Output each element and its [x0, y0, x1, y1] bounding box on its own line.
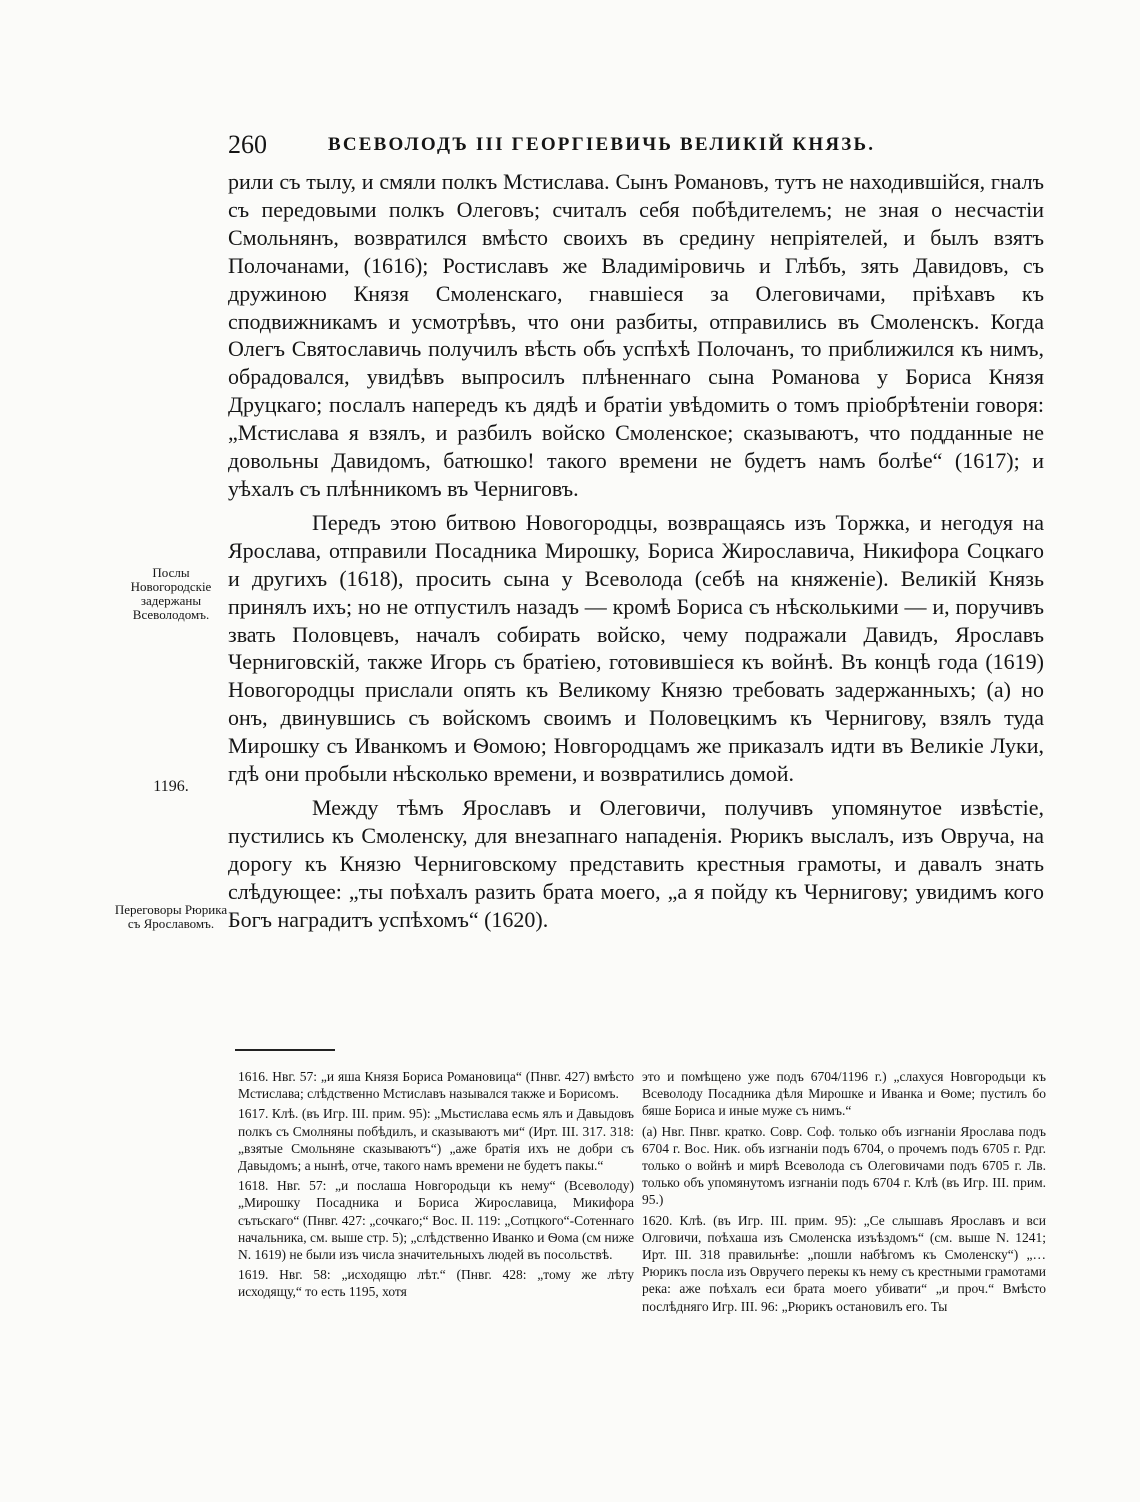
paragraph-2: Передъ этою битвою Новогородцы, возвращаясь изъ Торжка, и негодуя на Ярослава, отправили Посадника Мирошку, Бориса Жирославича, Никифора Соцкаго и другихъ (1618), просить сына у Всеволода (себѣ на княженіе). Великій Князь принялъ ихъ; но не отпустилъ назадъ — кромѣ Бориса съ нѣсколькими — и, поручивъ звать Половцевъ, началъ собирать войско, чему подражали Давидъ, Ярославъ Черниговскій, также Игорь съ братіею, готовившіеся къ войнѣ. Въ концѣ года (1619) Новогородцы прислали опять къ Великому Князю требовать задержанныхъ; (а) но онъ, двинувшись съ войскомъ своимъ и Половецкимъ къ Чернигову, взялъ туда Мирошку съ Иванкомъ и Ѳомою; Новгородцамъ же приказалъ идти въ Великіе Луки, гдѣ они пробыли нѣсколько времени, и возвратились домой.	[228, 509, 1044, 787]
page-number: 260	[228, 130, 267, 159]
paragraph-3: Между тѣмъ Ярославъ и Олеговичи, получивъ упомянутое извѣстіе, пустились къ Смоленску, для внезапнаго нападенія. Рюрикъ выслалъ, изъ Овруча, на дорогу къ Князю Черниговскому представить крестныя грамоты, и давалъ знать слѣдующее: „ты поѣхалъ разить брата моего, „а я пойду къ Чернигову; увидимъ кого Богъ наградитъ успѣхомъ“ (1620).	[228, 794, 1044, 932]
paragraph-1: рили съ тылу, и смяли полкъ Мстислава. Сынъ Романовъ, тутъ не находившійся, гналъ съ передовыми полкъ Олеговъ; считалъ себя побѣдителемъ; не зная о несчастіи Смольнянъ, возвратился вмѣсто своихъ въ средину непріятелей, и былъ взятъ Полочанами, (1616); Ростиславъ же Владиміровичь и Глѣбъ, зять Давидовъ, съ дружиною Князя Смоленскаго, гнавшіеся за Олеговичами, пріѣхавъ къ сподвижникамъ и усмотрѣвъ, что они разбиты, отправились въ Смоленскъ. Когда Олегъ Святославичь получилъ вѣсть объ успѣхѣ Полочанъ, то приближился къ нимъ, обрадовался, увидѣвъ выпросилъ плѣненнаго сына Романова у Бориса Князя Друцкаго; послалъ напередъ къ дядѣ и братіи увѣдомить о томъ пріобрѣтеніи говоря: „Мстислава я взялъ, и разбилъ войско Смоленское; сказываютъ, что подданные не довольны Давидомъ, батюшко! такого времени не будетъ намъ болѣе“ (1617); и уѣхалъ съ плѣнникомъ въ Черниговъ.	[228, 169, 1044, 501]
main-text	[228, 168, 1044, 933]
footnote-a: (а) Нвг. Пнвг. кратко. Совр. Соф. только объ изгнаніи Ярослава подъ 6704 г. Вос. Ник. объ изгнаніи подъ 6704, о прочемъ подъ 6705 г. Рдг. только о войнѣ и мирѣ Всеволода съ Олеговичами подъ 6705 г. Лв. только объ упомянутомъ изгнаніи подъ 6704 г. Клѣ (въ Игр. III. прим. 95.)	[642, 1123, 1046, 1208]
running-title: ВСЕВОЛОДЪ III ГЕОРГІЕВИЧЬ ВЕЛИКІЙ КНЯЗЬ.	[328, 134, 876, 155]
footnote-1618: 1618. Нвг. 57: „и послаша Новгородьци къ нему“ (Всеволоду) „Мирошку Посадника и Бориса Жирославица, Микифора сътьскаго“ (Пнвг. 427: „сочкаго;“ Вос. II. 119: „Сотцкого“-Сотеннаго начальника, см. выше стр. 5); „слѣдственно Иванко и Ѳома (см ниже N. 1619) не были изъ числа значительныхъ людей въ посольствѣ.	[238, 1178, 634, 1263]
footnote-1617: 1617. Клѣ. (въ Игр. III. прим. 95): „Мьстислава есмь ялъ и Давыдовъ полкъ съ Смолняны побѣдилъ, и сказываютъ ми“ (Ирт. III. 317. 318: „взятые Смольняне сказываютъ“) „аже братія ихъ не добри съ Давыдомъ; а нынѣ, отче, такого намъ времени не будетъ пакы.“	[238, 1106, 634, 1174]
margin-note-year: 1196.	[153, 778, 189, 795]
page-header	[228, 130, 1048, 162]
footnotes-left-column	[238, 1068, 634, 1304]
footnote-1616: 1616. Нвг. 57: „и яша Князя Бориса Романовица“ (Пнвг. 427) вмѣсто Мстислава; слѣдственно Мстиславъ назывался также и Борисомъ.	[238, 1069, 634, 1102]
footnote-1619: 1619. Нвг. 58: „исходящю лѣт.“ (Пнвг. 428: „тому же лѣту исходящу,“ то есть 1195, хотя	[238, 1267, 634, 1300]
footnote-divider	[235, 1049, 335, 1051]
footnote-1620: 1620. Клѣ. (въ Игр. III. прим. 95): „Се слышавъ Ярославъ и вси Олговичи, поѣхаша изъ Смоленска изъѣздомъ“ (см. выше N. 1241; Ирт. III. 318 правильнѣе: „пошли набѣгомъ къ Смоленску“) „… Рюрикъ посла изъ Овручего перекы къ нему съ крестными грамотами река: аже поѣхалъ еси брата моего убивати“ „и проч.“ Вмѣсто послѣдняго Игр. III. 96: „Рюрикъ остановилъ его. Ты	[642, 1212, 1046, 1314]
margin-note-negotiations: Переговоры Рюрика съ Ярославомъ.	[114, 902, 228, 931]
footnote-1619-continued: это и помѣщено уже подъ 6704/1196 г.) „слахуся Новгородьци къ Всеволоду Посадника дѣля Мирошке и Иванка и Ѳоме; пустилъ бо бяше Бориса и иные муже съ нимъ.“	[642, 1069, 1046, 1119]
margin-note-envoys: Послы Новогородскіе задержаны Всеволодомъ.	[130, 565, 212, 622]
footnotes-right-column	[642, 1068, 1046, 1318]
